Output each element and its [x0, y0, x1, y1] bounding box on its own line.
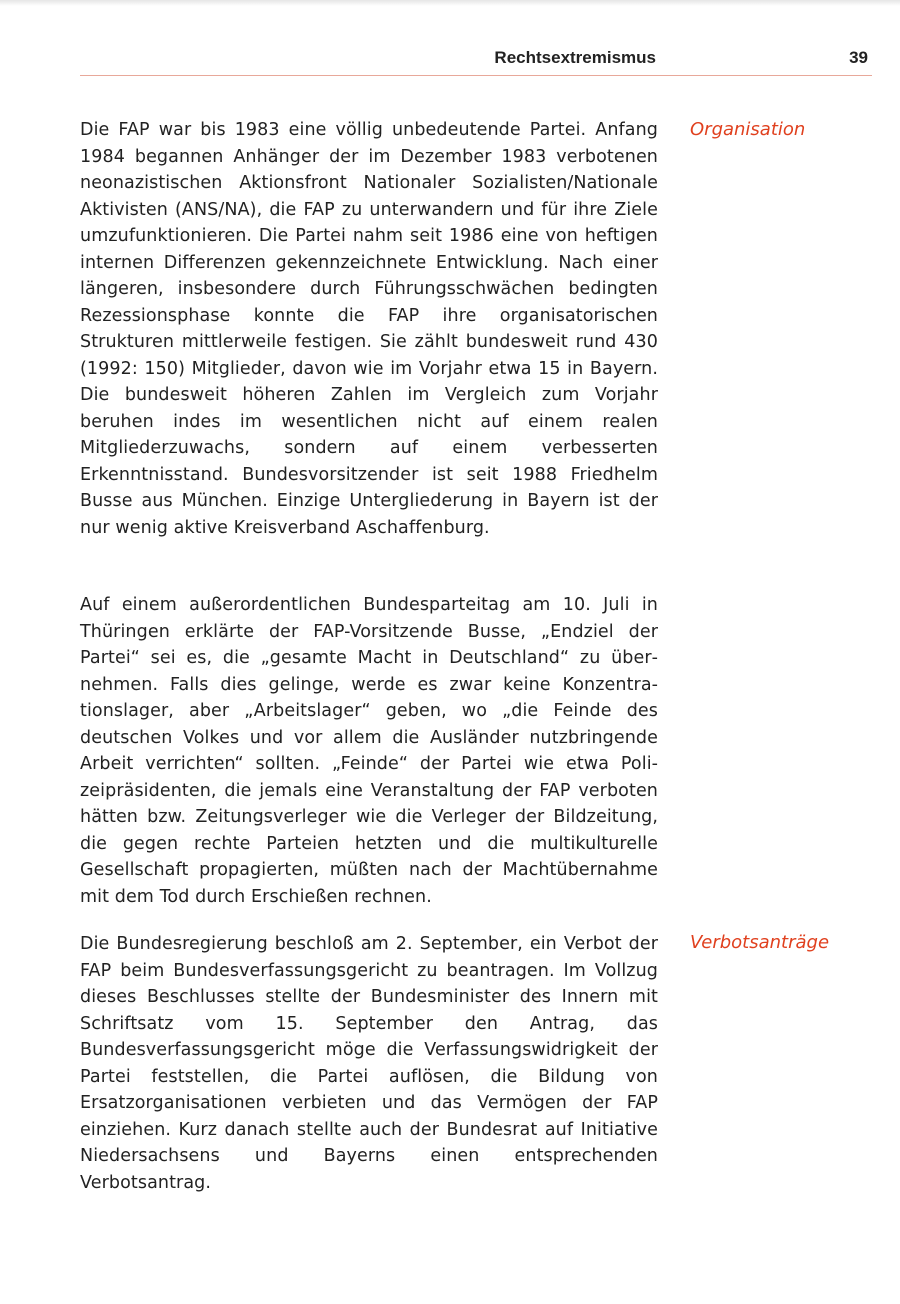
- margin-note-organisation: Organisation: [690, 119, 806, 140]
- paragraph-bundesparteitag: Auf einem außerordentlichen Bundesparteitag am 10. Juli in Thüringen erklärte der FAP-Vorsitzende Busse, „Endziel der Partei“ sei es, die „gesamte Macht in Deutschland“ zu übernehmen. Falls dies gelinge, werde es zwar keine Konzentrationslager, aber „Arbeitslager“ geben, wo „die Feinde des deutschen Volkes und vor allem die Ausländer nutzbringende Arbeit verrichten“ sollten. „Feinde“ der Partei wie etwa Polizeipräsidenten, die jemals eine Veranstaltung der FAP verboten hätten bzw. Zeitungsverleger wie die Verleger der Bildzeitung, die gegen rechte Parteien hetzten und die multikulturelle Gesellschaft propagierten, müßten nach der Machtübernahme mit dem Tod durch Erschießen rechnen.: [80, 595, 658, 907]
- paragraph-organisation: Die FAP war bis 1983 eine völlig unbedeutende Partei. Anfang 1984 begannen Anhänger der im Dezember 1983 verbotenen neonazistischen Aktionsfront Nationaler Sozialisten/Nationale Aktivisten (ANS/NA), die FAP zu unterwandern und für ihre Ziele umzufunktionieren. Die Partei nahm seit 1986 eine von heftigen internen Differenzen gekennzeichnete Entwicklung. Nach einer längeren, insbesondere durch Führungsschwächen bedingten Rezessionsphase konnte die FAP ihre organisatorischen Strukturen mittlerweile festigen. Sie zählt bundesweit rund 430 (1992: 150) Mitglieder, davon wie im Vorjahr etwa 15 in Bayern. Die bundesweit höheren Zahlen im Vergleich zum Vorjahr beruhen indes im wesentlichen nicht auf einem realen Mitgliederzuwachs, sondern auf einem verbesserten Erkenntnisstand. Bundesvorsitzender ist seit 1988 Friedhelm Busse aus München. Einzige Untergliederung in Bayern ist der nur wenig aktive Kreisverband Aschaffenburg.: [80, 120, 658, 538]
- margin-note-verbotsantraege: Verbotsanträge: [690, 932, 830, 953]
- paragraph-verbotsantraege: Die Bundesregierung beschloß am 2. September, ein Verbot der FAP beim Bundesverfassungsgericht zu beantragen. Im Vollzug dieses Beschlusses stellte der Bundesminister des Innern mit Schriftsatz vom 15. September den Antrag, das Bundesverfassungsgericht möge die Verfassungswidrigkeit der Partei feststellen, die Partei auflösen, die Bildung von Ersatzorganisationen verbieten und das Vermögen der FAP einziehen. Kurz danach stellte auch der Bundesrat auf Initiative Niedersachsens und Bayerns einen entsprechenden Verbotsantrag.: [80, 934, 658, 1193]
- running-header: [80, 44, 872, 74]
- page-number: 39: [849, 48, 868, 67]
- scan-top-edge: [0, 0, 900, 6]
- header-divider: [80, 75, 872, 76]
- section-title: Rechtsextremismus: [494, 48, 656, 67]
